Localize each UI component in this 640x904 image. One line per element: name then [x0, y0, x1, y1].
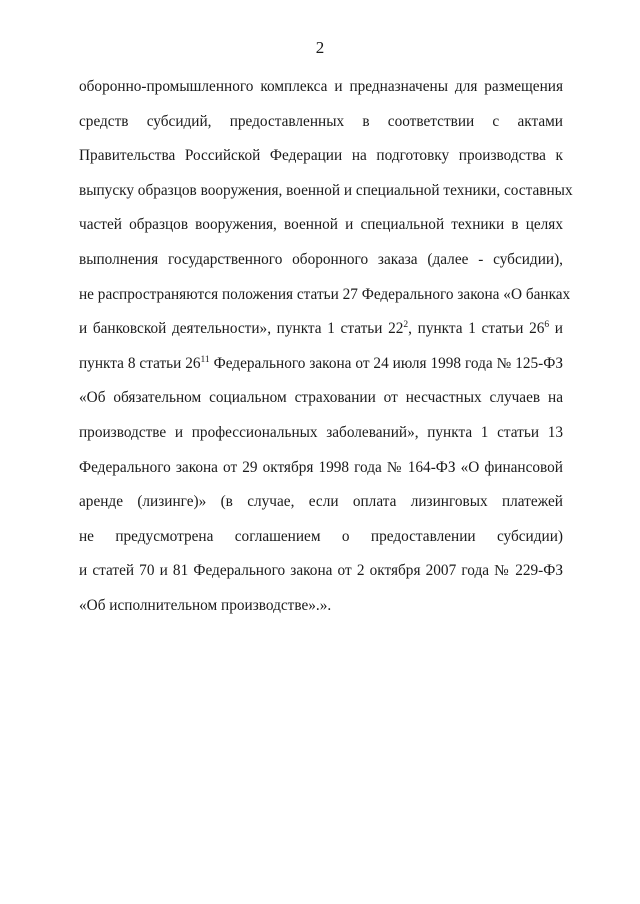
text-segment: и — [549, 320, 563, 338]
text-line: Федерального закона от 29 октября 1998 года № 164-ФЗ «О финансовой — [79, 458, 563, 476]
text-line: производстве и профессиональных заболеваний», пункта 1 статьи 13 — [79, 423, 563, 441]
text-line — [79, 318, 563, 353]
text-segment: , пункта 1 статьи 26 — [408, 320, 545, 338]
text-line — [79, 353, 563, 388]
text-segment: Федерального закона от 24 июля 1998 года № 125-ФЗ — [209, 354, 563, 372]
text-line: Правительства Российской Федерации на подготовку производства к — [79, 147, 563, 165]
text-line: аренде (лизинге)» (в случае, если оплата лизинговых платежей — [79, 493, 563, 511]
text-line: выпуску образцов вооружения, военной и специальной техники, составных — [79, 181, 573, 199]
text-line: и статей 70 и 81 Федерального закона от 2 октября 2007 года № 229-ФЗ — [79, 562, 563, 580]
text-line: частей образцов вооружения, военной и специальной техники в целях — [79, 216, 563, 234]
text-segment: пункта 8 статьи 26 — [79, 354, 201, 372]
text-line: выполнения государственного оборонного заказа (далее - субсидии), — [79, 250, 563, 268]
document-body — [79, 76, 573, 630]
text-line: оборонно-промышленного комплекса и предназначены для размещения — [79, 78, 563, 95]
superscript: 2 — [403, 320, 409, 331]
text-line: не предусмотрена соглашением о предоставлении субсидии) — [79, 527, 563, 545]
text-line: не распространяются положения статьи 27 Федерального закона «О банках — [79, 285, 571, 303]
text-segment: и банковской деятельности», пункта 1 статьи 22 — [79, 320, 404, 338]
superscript: 6 — [544, 320, 550, 331]
text-line: средств субсидий, предоставленных в соответствии с актами — [79, 112, 563, 130]
text-line: «Об обязательном социальном страховании от несчастных случаев на — [79, 389, 563, 407]
text-line: «Об исполнительном производстве».». — [79, 596, 332, 614]
superscript: 11 — [200, 354, 210, 365]
page-number: 2 — [315, 38, 325, 57]
